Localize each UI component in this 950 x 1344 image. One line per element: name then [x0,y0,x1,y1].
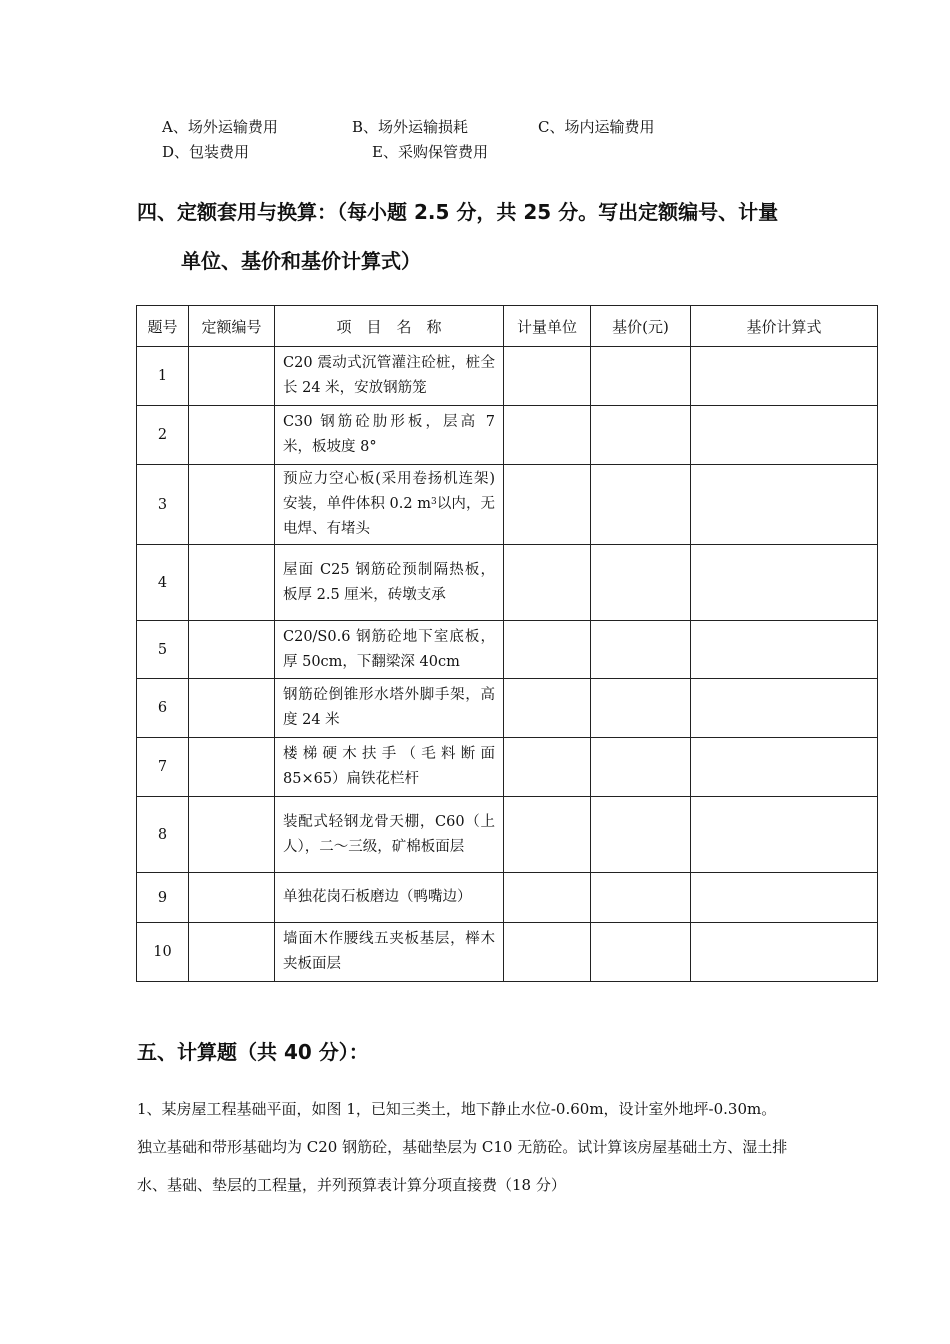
table-row [137,797,878,873]
base-formula-cell[interactable] [691,797,878,873]
option-b: B、场外运输损耗 [352,118,469,136]
table-row [137,873,878,923]
base-price-cell[interactable] [591,406,691,465]
unit-cell[interactable] [504,679,591,738]
section4-title-line1: 四、定额套用与换算：（每小题 2.5 分，共 25 分。写出定额编号、计量 [137,200,779,224]
row-no: 5 [137,621,189,679]
base-formula-cell[interactable] [691,465,878,545]
base-price-cell[interactable] [591,347,691,406]
section5-title: 五、计算题（共 40 分）： [137,1040,369,1064]
item-name-cell: C20/S0.6 钢筋砼地下室底板，厚 50cm，下翻梁深 40cm [275,621,504,679]
item-name-cell: 装配式轻钢龙骨天棚，C60（上人），二～三级，矿棉板面层 [275,797,504,873]
row-no: 7 [137,738,189,797]
item-name-cell [275,465,504,545]
header-quota-code: 定额编号 [189,306,275,347]
base-price-cell[interactable] [591,545,691,621]
table-row [137,679,878,738]
table-row [137,347,878,406]
option-d: D、包装费用 [162,143,250,161]
quota-code-cell[interactable] [189,545,275,621]
quota-code-cell[interactable] [189,923,275,982]
table-row [137,923,878,982]
base-price-cell[interactable] [591,465,691,545]
row-no: 2 [137,406,189,465]
unit-cell[interactable] [504,545,591,621]
header-base-price: 基价(元) [591,306,691,347]
option-c: C、场内运输费用 [538,118,655,136]
row-no: 10 [137,923,189,982]
base-formula-cell[interactable] [691,923,878,982]
question-1 [137,1090,857,1204]
base-price-cell[interactable] [591,797,691,873]
cubic-superscript: 3 [431,497,437,507]
item-name-cell: 钢筋砼倒锥形水塔外脚手架，高度 24 米 [275,679,504,738]
table-row [137,738,878,797]
item-name-cell: C30 钢筋砼肋形板，层高 7 米，板坡度 8° [275,406,504,465]
base-formula-cell[interactable] [691,347,878,406]
quota-code-cell[interactable] [189,465,275,545]
unit-cell[interactable] [504,873,591,923]
quota-code-cell[interactable] [189,679,275,738]
base-formula-cell[interactable] [691,873,878,923]
row-no: 3 [137,465,189,545]
table-row [137,545,878,621]
quota-code-cell[interactable] [189,873,275,923]
option-a: A、场外运输费用 [162,118,278,136]
unit-cell[interactable] [504,347,591,406]
question-1-line: 1、某房屋工程基础平面，如图 1，已知三类土，地下静止水位-0.60m，设计室外地坪-0.30m。 [137,1100,777,1118]
header-item-name: 项 目 名 称 [275,306,504,347]
header-base-formula: 基价计算式 [691,306,878,347]
quota-table [136,305,878,982]
header-unit: 计量单位 [504,306,591,347]
item-name-cell: 墙面木作腰线五夹板基层，榉木夹板面层 [275,923,504,982]
quota-code-cell[interactable] [189,406,275,465]
unit-cell[interactable] [504,465,591,545]
row-no: 9 [137,873,189,923]
unit-cell[interactable] [504,738,591,797]
table-header-row [137,306,878,347]
base-price-cell[interactable] [591,738,691,797]
question-1-line: 水、基础、垫层的工程量，并列预算表计算分项直接费（18 分） [137,1176,566,1194]
item-name-cell: 屋面 C25 钢筋砼预制隔热板，板厚 2.5 厘米，砖墩支承 [275,545,504,621]
base-formula-cell[interactable] [691,679,878,738]
row-no: 8 [137,797,189,873]
base-price-cell[interactable] [591,621,691,679]
base-price-cell[interactable] [591,679,691,738]
base-formula-cell[interactable] [691,406,878,465]
option-e: E、采购保管费用 [372,143,488,161]
base-price-cell[interactable] [591,873,691,923]
unit-cell[interactable] [504,406,591,465]
base-formula-cell[interactable] [691,545,878,621]
unit-cell[interactable] [504,621,591,679]
row-no: 6 [137,679,189,738]
quota-code-cell[interactable] [189,347,275,406]
unit-cell[interactable] [504,797,591,873]
base-formula-cell[interactable] [691,738,878,797]
row-no: 1 [137,347,189,406]
row-no: 4 [137,545,189,621]
table-row [137,465,878,545]
quota-code-cell[interactable] [189,797,275,873]
quota-code-cell[interactable] [189,738,275,797]
item-name-cell: 楼梯硬木扶手（毛料断面 85×65）扁铁花栏杆 [275,738,504,797]
question-1-line: 独立基础和带形基础均为 C20 钢筋砼，基础垫层为 C10 无筋砼。试计算该房屋基础土方、湿土排 [137,1138,788,1156]
item-name-text: 预应力空心板(采用卷扬机连架)安装，单件体积 0.2 m [283,471,495,512]
header-no: 题号 [137,306,189,347]
item-name-text: 以内，无电焊、有堵头 [283,496,496,537]
base-price-cell[interactable] [591,923,691,982]
item-name-cell: C20 震动式沉管灌注砼桩，桩全长 24 米，安放钢筋笼 [275,347,504,406]
item-name-cell: 单独花岗石板磨边（鸭嘴边） [275,873,504,923]
base-formula-cell[interactable] [691,621,878,679]
quota-code-cell[interactable] [189,621,275,679]
table-row [137,621,878,679]
section4-title-line2: 单位、基价和基价计算式） [181,249,421,273]
unit-cell[interactable] [504,923,591,982]
table-row [137,406,878,465]
